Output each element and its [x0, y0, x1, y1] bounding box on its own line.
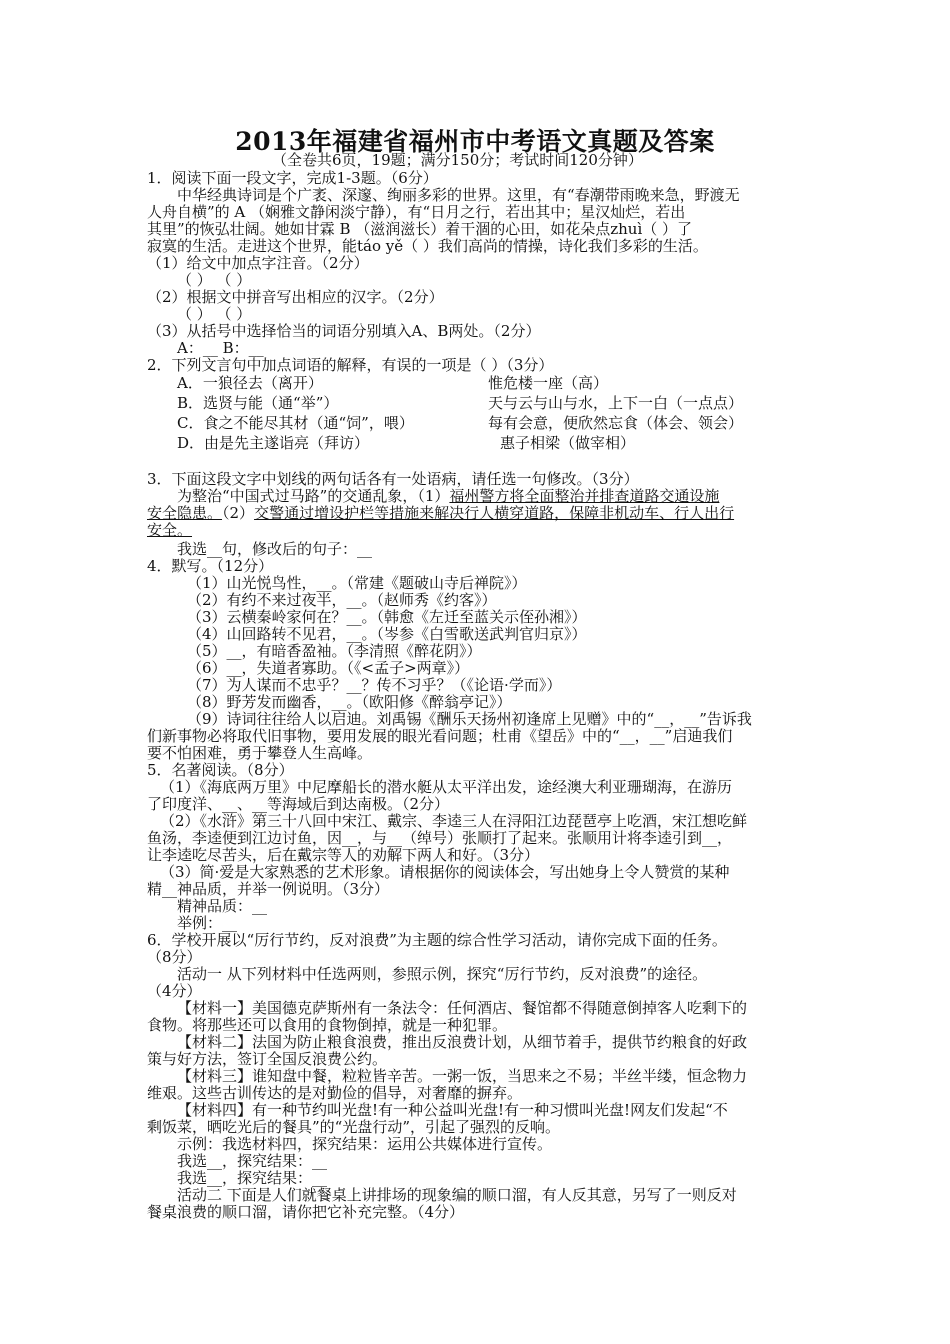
q6-material-1: 食物。将那些还可以食用的食物倒掉，就是一种犯罪。	[147, 1016, 508, 1034]
q1-passage-line: 中华经典诗词是个广袤、深邃、绚丽多彩的世界。这里，有“春潮带雨晚来急，野渡无	[177, 186, 740, 204]
q6-material-2: 策与好方法，签订全国反浪费公约。	[147, 1050, 388, 1068]
q3-underlined-sentence-1: 福州警方将全面整治并排查道路交通设施	[449, 487, 720, 505]
q3-underlined-sentence-2: 交警通过增设护栏等措施来解决行人横穿道路，保障非机动车、行人出行	[254, 504, 735, 522]
q2-option-a-right: 惟危楼一座（高）	[488, 374, 609, 392]
q1-passage-line: 人舟自横”的 A （娴雅文静闲淡宁静），有“日月之行，若出其中；星汉灿烂，若出	[147, 203, 686, 221]
q6-material-3: 维艰。这些古训传达的是对勤俭的倡导，对奢靡的摒弃。	[147, 1084, 523, 1102]
exam-info: （全卷共6页，19题；满分150分；考试时间120分钟）	[272, 151, 643, 169]
q3-answer-line: 我选__句，修改后的句子：__	[177, 540, 373, 558]
q3-heading: 3．下面这段文字中划线的两句话各有一处语病，请任选一句修改。（3分）	[147, 470, 639, 488]
q4-item: （3）云横秦岭家何在？__。（韩愈《左迁至蓝关示侄孙湘》）	[187, 608, 587, 626]
q6-example: 示例：我选材料四，探究结果：运用公共媒体进行宣传。	[177, 1135, 553, 1153]
q1-heading: 1．阅读下面一段文字，完成1-3题。（6分）	[147, 169, 438, 187]
q4-item-9: 们新事物必将取代旧事物，要用发展的眼光看问题；杜甫《望岳》中的“__，__”启迪我们	[147, 727, 733, 745]
q5-part2: （2）《水浒》第三十八回中宋江、戴宗、李逵三人在浔阳江边琵琶亭上吃酒，宋江想吃鲜	[160, 812, 748, 830]
q1-sub3: （3）从括号中选择恰当的词语分别填入A、B两处。（2分）	[147, 322, 541, 340]
q5-part1: （1）《海底两万里》中尼摩船长的潜水艇从太平洋出发，途经澳大利亚珊瑚海，在游历	[160, 778, 733, 796]
q4-item: （7）为人谋而不忠乎？__？传不习乎？（《论语·学而》）	[187, 676, 562, 694]
q4-item-9: 要不怕困难，勇于攀登人生高峰。	[147, 744, 373, 762]
q3-underlined-sentence-1: 安全隐患。	[147, 504, 223, 522]
q2-option-b-right: 天与云与山与水，上下一白（一点点）	[488, 394, 744, 412]
q2-option-d-right: 惠子相梁（做宰相）	[500, 434, 636, 452]
q1-sub2: （2）根据文中拼音写出相应的汉字。（2分）	[147, 288, 444, 306]
q5-answer-example: 举例：__	[177, 914, 238, 932]
q1-sub1: （1）给文中加点字注音。（2分）	[147, 254, 369, 272]
q5-part3: （3）简·爱是大家熟悉的艺术形象。请根据你的阅读体会，写出她身上令人赞赏的某种	[160, 863, 730, 881]
q5-heading: 5．名著阅读。（8分）	[147, 761, 294, 779]
page-title: 2013年福建省福州市中考语文真题及答案	[235, 127, 715, 156]
q6-material-3: 【材料三】谁知盘中餐，粒粒皆辛苦。一粥一饭，当思来之不易；半丝半缕，恒念物力	[177, 1067, 748, 1085]
q2-heading: 2．下列文言句中加点词语的解释，有误的一项是（ ）（3分）	[147, 356, 554, 374]
q6-activity1: 活动一 从下列材料中任选两则，参照示例，探究“厉行节约，反对浪费”的途径。	[177, 965, 708, 983]
q5-part1: 了印度洋、__、__等海域后到达南极。（2分）	[147, 795, 450, 813]
q4-item: （1）山光悦鸟性，__。（常建《题破山寺后禅院》）	[187, 574, 527, 592]
q4-item: （4）山回路转不见君，__。（岑参《白雪歌送武判官归京》）	[187, 625, 587, 643]
q4-heading: 4．默写。（12分）	[147, 557, 274, 575]
q3-underlined-sentence-2: 安全。	[147, 521, 193, 539]
q1-passage-line: 其里”的恢弘壮阔。她如甘霖 B （滋润滋长）着干涸的心田，如花朵点zhuì（ ）了	[147, 220, 693, 238]
q2-option-a-left: A．一狼径去（离开）	[177, 374, 323, 392]
q6-material-4: 剩饭菜，晒吃光后的餐具”的“光盘行动”，引起了强烈的反响。	[147, 1118, 561, 1136]
q6-heading: （8分）	[147, 948, 202, 966]
q4-item: （2）有约不来过夜半，__。（赵师秀《约客》）	[187, 591, 497, 609]
q6-material-1: 【材料一】美国德克萨斯州有一条法令：任何酒店、餐馆都不得随意倒掉客人吃剩下的	[177, 999, 748, 1017]
q3-passage-text: 为整治“中国式过马路”的交通乱象，（1）	[177, 487, 450, 505]
q1-sub1-blanks: （ ） （ ）	[177, 271, 252, 289]
q1-sub2-blanks: （ ） （ ）	[177, 305, 252, 323]
q1-passage-line: 寂寞的生活。走进这个世界，能táo yě（ ）我们高尚的情操，诗化我们多彩的生活。	[147, 237, 708, 255]
q6-material-4: 【材料四】有一种节约叫光盘!有一种公益叫光盘!有一种习惯叫光盘!网友们发起“不	[177, 1101, 728, 1119]
q3-passage-text: （2）	[222, 504, 255, 522]
q6-answer-line: 我选__，探究结果：__	[177, 1152, 328, 1170]
q3-passage-line	[177, 487, 719, 505]
q3-passage-line	[147, 504, 734, 522]
q5-part2: 让李逵吃尽苦头，后在戴宗等人的劝解下两人和好。（3分）	[147, 846, 540, 864]
q2-option-b-left: B．选贤与能（通“举”）	[177, 394, 339, 412]
q6-material-2: 【材料二】法国为防止粮食浪费，推出反浪费计划，从细节着手，提供节约粮食的好政	[177, 1033, 748, 1051]
q6-heading: 6．学校开展以“厉行节约，反对浪费”为主题的综合性学习活动，请你完成下面的任务。	[147, 931, 727, 949]
q1-sub3-blanks: A：__ B：__	[177, 339, 264, 357]
q6-activity2: 餐桌浪费的顺口溜，请你把它补充完整。（4分）	[147, 1203, 465, 1221]
q2-option-c-left: C．食之不能尽其材（通“饲”，喂）	[177, 414, 414, 432]
q6-activity1: （4分）	[147, 982, 202, 1000]
q5-answer-quality: 精神品质：__	[177, 897, 268, 915]
q2-option-d-left: D．由是先主遂诣亮（拜访）	[177, 434, 370, 452]
q5-part3: 精__神品质，并举一例说明。（3分）	[147, 880, 390, 898]
q4-item-9: （9）诗词往往给人以启迪。刘禹锡《酬乐天扬州初逢席上见赠》中的“__，__”告诉我	[187, 710, 752, 728]
q4-item: （6）__，失道者寡助。（《<孟子>两章》）	[187, 659, 470, 677]
q2-option-c-right: 每有会意，便欣然忘食（体会、领会）	[488, 414, 744, 432]
q4-item: （8）野芳发而幽香，__。（欧阳修《醉翁亭记》）	[187, 693, 512, 711]
q4-item: （5）__，有暗香盈袖。（李清照《醉花阴》）	[187, 642, 482, 660]
q5-part2: 鱼汤，李逵便到江边讨鱼，因__，与__（绰号）张顺打了起来。张顺用计将李逵引到__，	[147, 829, 733, 847]
q6-answer-line: 我选__，探究结果：__	[177, 1169, 328, 1187]
q6-activity2: 活动二 下面是人们就餐桌上讲排场的现象编的顺口溜，有人反其意，另写了一则反对	[177, 1186, 737, 1204]
